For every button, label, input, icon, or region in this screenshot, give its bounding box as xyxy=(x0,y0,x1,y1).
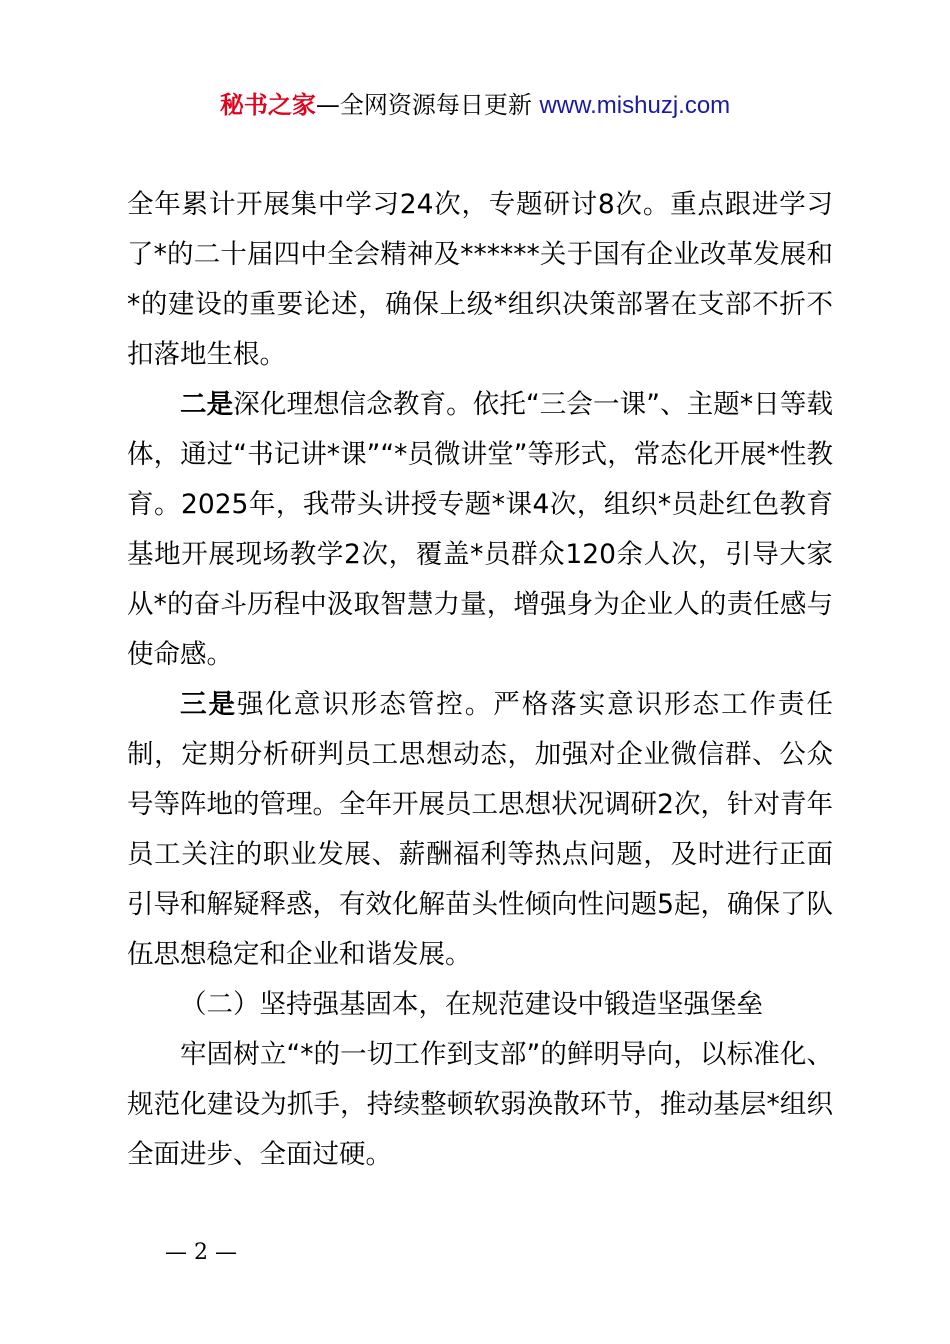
paragraph-text: 强化意识形态管控。严格落实意识形态工作责任制，定期分析研判员工思想动态，加强对企业微信群、公众号等阵地的管理。全年开展员工思想状况调研2次，针对青年员工关注的职业发展、薪酬福利等热点问题，及时进行正面引导和解疑释惑，有效化解苗头性倾向性问题5起，确保了队伍思想稳定和企业和谐发展。 xyxy=(127,689,834,970)
section-heading xyxy=(127,980,833,1030)
page-number: — 2 — xyxy=(165,1240,237,1265)
header-slogan: —全网资源每日更新 xyxy=(315,91,532,119)
paragraph-study-summary xyxy=(127,180,833,380)
document-body xyxy=(127,180,833,1180)
paragraph-lead: 三是 xyxy=(180,689,237,720)
paragraph-ideal-belief xyxy=(127,380,833,680)
paragraph-lead: 二是 xyxy=(180,389,234,420)
paragraph-text: 牢固树立“*的一切工作到支部”的鲜明导向，以标准化、规范化建设为抓手，持续整顿软弱涣散环节，推动基层*组织全面进步、全面过硬。 xyxy=(127,1039,833,1170)
paragraph-text: 全年累计开展集中学习24次，专题研讨8次。重点跟进学习了*的二十届四中全会精神及******关于国有企业改革发展和*的建设的重要论述，确保上级*组织决策部署在支部不折不扣落地生根。 xyxy=(127,189,833,370)
paragraph-standardization xyxy=(127,1030,833,1180)
paragraph-text: 深化理想信念教育。依托“三会一课”、主题*日等载体，通过“书记讲*课”“*员微讲堂”等形式，常态化开展*性教育。2025年，我带头讲授专题*课4次，组织*员赴红色教育基地开展现场教学2次，覆盖*员群众120余人次，引导大家从*的奋斗历程中汲取智慧力量，增强身为企业人的责任感与使命感。 xyxy=(127,389,834,670)
paragraph-ideology-control xyxy=(127,680,833,980)
site-header xyxy=(0,88,950,123)
brand-name: 秘书之家 xyxy=(219,91,316,119)
section-heading-text: （二）坚持强基固本，在规范建设中锻造坚强堡垒 xyxy=(180,989,763,1020)
site-url[interactable]: www.mishuzj.com xyxy=(539,92,731,119)
